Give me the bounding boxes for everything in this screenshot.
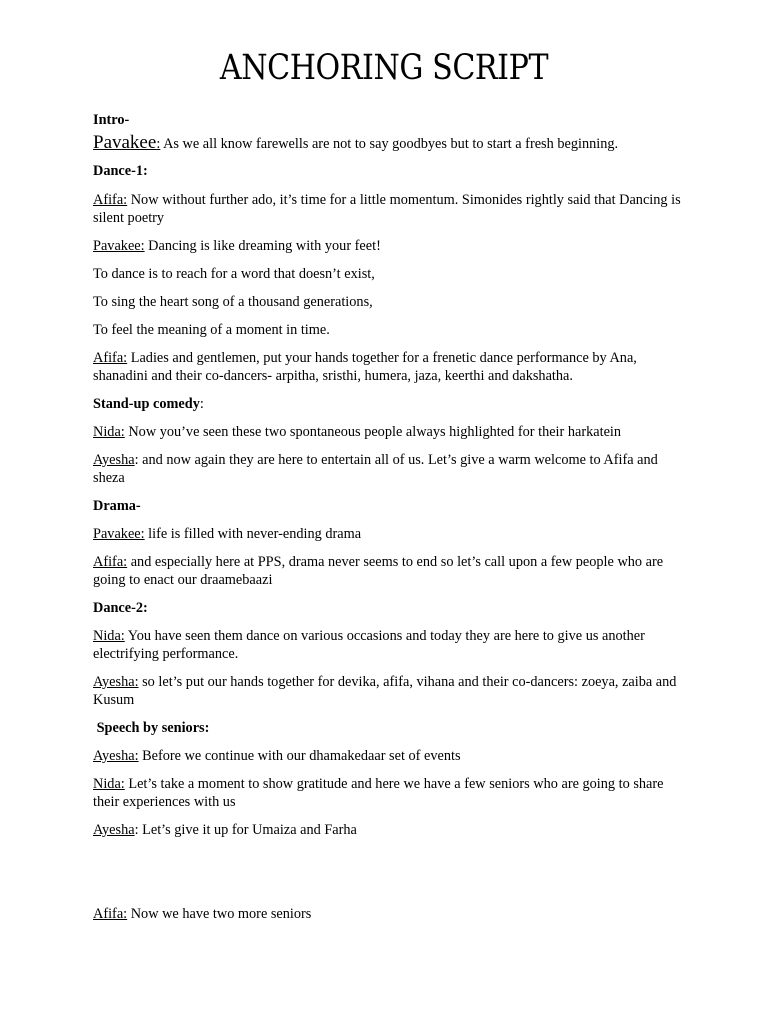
speaker-separator: : (156, 136, 161, 152)
line-text: Let’s take a moment to show gratitude and here we have a few seniors who are going to share their experiences with us (93, 776, 664, 810)
line-text: Now you’ve seen these two spontaneous people always highlighted for their harkatein (124, 424, 622, 440)
speaker-name: Ayesha (93, 822, 135, 838)
line-text: Now without further ado, it’s time for a little momentum. Simonides rightly said that Dancing is silent poetry (93, 192, 681, 226)
script-line (93, 134, 683, 153)
script-body (93, 111, 683, 923)
script-line: To sing the heart song of a thousand generations, (93, 294, 373, 310)
speaker-name: Afifa: (93, 350, 128, 366)
section-heading-speech-by-seniors: Speech by seniors: (93, 720, 210, 736)
line-text: Now we have two more seniors (127, 906, 312, 922)
script-line (93, 627, 683, 663)
heading-text: Stand-up comedy (93, 396, 200, 412)
section-heading-dance-1: Dance-1: (93, 163, 148, 179)
speaker-name: Nida: (93, 628, 125, 644)
speaker-name: Pavakee: (93, 526, 145, 542)
speaker-name: Pavakee: (93, 238, 145, 254)
line-text: Before we continue with our dhamakedaar set of events (138, 748, 461, 764)
script-line (93, 673, 683, 709)
script-line: To feel the meaning of a moment in time. (93, 322, 330, 338)
script-line (93, 553, 683, 589)
script-line (93, 905, 683, 923)
script-line (93, 821, 683, 839)
line-text: Dancing is like dreaming with your feet! (144, 238, 381, 254)
speaker-name: Ayesha: (93, 674, 139, 690)
section-heading-stand-up-comedy (93, 395, 683, 413)
speaker-name: Ayesha: (93, 748, 139, 764)
document-title: ANCHORING SCRIPT (219, 48, 549, 88)
speaker-name: Afifa: (93, 906, 128, 922)
speaker-name: Nida: (93, 776, 125, 792)
section-heading-drama: Drama- (93, 498, 141, 514)
speaker-name: Pavakee (93, 132, 157, 153)
section-heading-intro: Intro- (93, 112, 130, 128)
line-text: : and now again they are here to entertain all of us. Let’s give a warm welcome to Afifa and sheza (93, 452, 658, 486)
script-line (93, 191, 683, 227)
line-text: so let’s put our hands together for devika, afifa, vihana and their co-dancers: zoeya, zaiba and Kusum (93, 674, 677, 708)
line-text: : Let’s give it up for Umaiza and Farha (134, 822, 357, 838)
line-text: and especially here at PPS, drama never seems to end so let’s call upon a few people who are going to enact our draamebaazi (93, 554, 664, 588)
script-line (93, 237, 683, 255)
script-line (93, 747, 683, 765)
section-heading-dance-2: Dance-2: (93, 600, 148, 616)
line-text: As we all know farewells are not to say goodbyes but to start a fresh beginning. (160, 136, 619, 152)
speaker-name: Afifa: (93, 554, 128, 570)
script-line (93, 451, 683, 487)
speaker-name: Ayesha (93, 452, 135, 468)
script-line (93, 423, 683, 441)
speaker-name: Nida: (93, 424, 125, 440)
speaker-name: Afifa: (93, 192, 128, 208)
line-text: Ladies and gentlemen, put your hands together for a frenetic dance performance by Ana, shanadini and their co-dancers- arpitha, sristhi, humera, jaza, keerthi and dakshatha. (93, 350, 637, 384)
line-text: life is filled with never-ending drama (144, 526, 362, 542)
script-line (93, 525, 683, 543)
script-line: To dance is to reach for a word that doesn’t exist, (93, 266, 375, 282)
script-line (93, 775, 683, 811)
script-line (93, 349, 683, 385)
line-text: You have seen them dance on various occasions and today they are here to give us another electrifying performance. (93, 628, 645, 662)
heading-suffix: : (199, 396, 204, 412)
